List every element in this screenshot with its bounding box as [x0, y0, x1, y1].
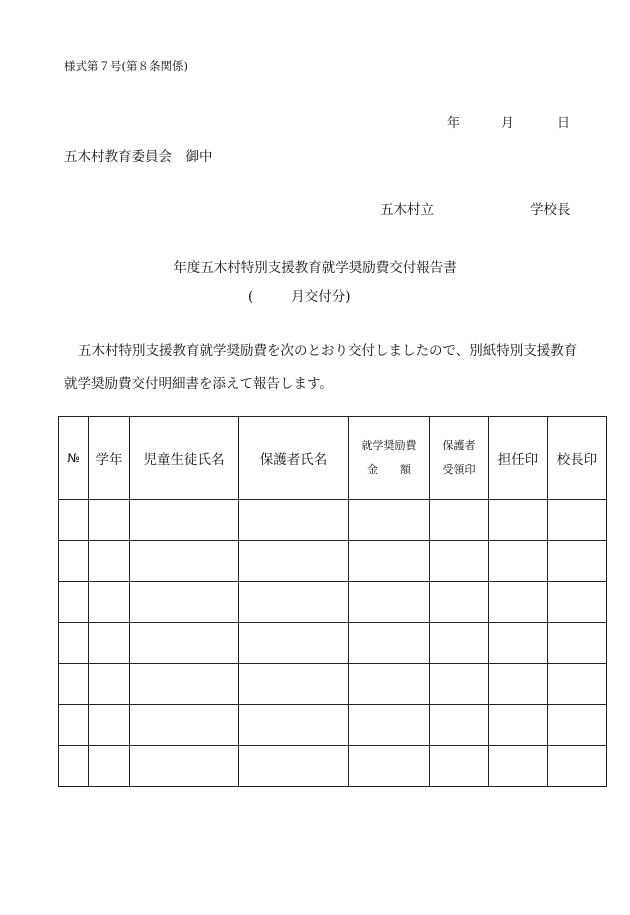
- cell-no: [59, 705, 89, 746]
- cell-amount: [349, 582, 430, 623]
- cell-student-name: [130, 541, 239, 582]
- cell-receipt: [430, 541, 489, 582]
- form-number: 様式第７号(第８条関係): [64, 59, 188, 73]
- cell-principal-seal: [548, 746, 607, 787]
- document-title: 年度五木村特別支援教育就学奨励費交付報告書: [173, 260, 457, 276]
- cell-receipt: [430, 582, 489, 623]
- header-no: №: [59, 417, 89, 500]
- cell-grade: [89, 582, 130, 623]
- cell-grade: [89, 541, 130, 582]
- cell-student-name: [130, 500, 239, 541]
- date-year-label: 年: [447, 116, 461, 131]
- cell-principal-seal: [548, 582, 607, 623]
- cell-grade: [89, 705, 130, 746]
- cell-teacher-seal: [489, 705, 548, 746]
- cell-guardian-name: [239, 664, 349, 705]
- table-row: [59, 664, 607, 705]
- cell-amount: [349, 500, 430, 541]
- sender-principal-suffix: 学校長: [530, 202, 571, 218]
- cell-no: [59, 623, 89, 664]
- cell-amount: [349, 623, 430, 664]
- cell-principal-seal: [548, 623, 607, 664]
- cell-guardian-name: [239, 623, 349, 664]
- cell-receipt: [430, 664, 489, 705]
- cell-guardian-name: [239, 746, 349, 787]
- cell-receipt: [430, 623, 489, 664]
- cell-no: [59, 746, 89, 787]
- cell-no: [59, 500, 89, 541]
- header-receipt-line1: 保護者: [442, 439, 476, 452]
- date-day-label: 日: [557, 116, 571, 131]
- cell-grade: [89, 746, 130, 787]
- header-amount-line2: 金 額: [367, 463, 411, 476]
- header-amount: [349, 417, 430, 500]
- cell-amount: [349, 705, 430, 746]
- document-subtitle: [248, 285, 351, 305]
- sender-school-prefix: 五木村立: [380, 202, 434, 218]
- cell-student-name: [130, 582, 239, 623]
- table-row: [59, 541, 607, 582]
- cell-receipt: [430, 705, 489, 746]
- cell-no: [59, 541, 89, 582]
- cell-teacher-seal: [489, 582, 548, 623]
- cell-guardian-name: [239, 500, 349, 541]
- cell-principal-seal: [548, 541, 607, 582]
- cell-teacher-seal: [489, 664, 548, 705]
- cell-principal-seal: [548, 664, 607, 705]
- report-table: [58, 416, 607, 787]
- cell-amount: [349, 664, 430, 705]
- cell-student-name: [130, 705, 239, 746]
- cell-principal-seal: [548, 500, 607, 541]
- cell-guardian-name: [239, 541, 349, 582]
- cell-teacher-seal: [489, 746, 548, 787]
- header-amount-line1: 就学奨励費: [361, 439, 417, 452]
- header-receipt: [430, 417, 489, 500]
- cell-grade: [89, 500, 130, 541]
- cell-principal-seal: [548, 705, 607, 746]
- cell-receipt: [430, 500, 489, 541]
- header-receipt-line2: 受領印: [442, 463, 476, 476]
- table-row: [59, 500, 607, 541]
- cell-grade: [89, 664, 130, 705]
- cell-no: [59, 582, 89, 623]
- cell-teacher-seal: [489, 541, 548, 582]
- table-row: [59, 623, 607, 664]
- subtitle-text: 月交付分): [291, 289, 351, 305]
- subtitle-open-paren: (: [248, 289, 254, 305]
- cell-amount: [349, 746, 430, 787]
- cell-amount: [349, 541, 430, 582]
- table-row: [59, 582, 607, 623]
- header-principal-seal: 校長印: [548, 417, 607, 500]
- cell-receipt: [430, 746, 489, 787]
- cell-no: [59, 664, 89, 705]
- body-paragraph: 五木村特別支援教育就学奨励費を次のとおり交付しましたので、別紙特別支援教育就学奨励費交付明細書を添えて報告します。: [64, 343, 578, 392]
- table-header-row: [59, 417, 607, 500]
- table-row: [59, 705, 607, 746]
- header-student-name: 児童生徒氏名: [130, 417, 239, 500]
- cell-teacher-seal: [489, 500, 548, 541]
- header-grade: 学年: [89, 417, 130, 500]
- cell-guardian-name: [239, 705, 349, 746]
- table-row: [59, 746, 607, 787]
- cell-guardian-name: [239, 582, 349, 623]
- cell-student-name: [130, 746, 239, 787]
- cell-student-name: [130, 623, 239, 664]
- cell-student-name: [130, 664, 239, 705]
- cell-teacher-seal: [489, 623, 548, 664]
- header-guardian-name: 保護者氏名: [239, 417, 349, 500]
- date-month-label: 月: [501, 116, 515, 131]
- cell-grade: [89, 623, 130, 664]
- addressee: 五木村教育委員会 御中: [64, 149, 213, 165]
- header-teacher-seal: 担任印: [489, 417, 548, 500]
